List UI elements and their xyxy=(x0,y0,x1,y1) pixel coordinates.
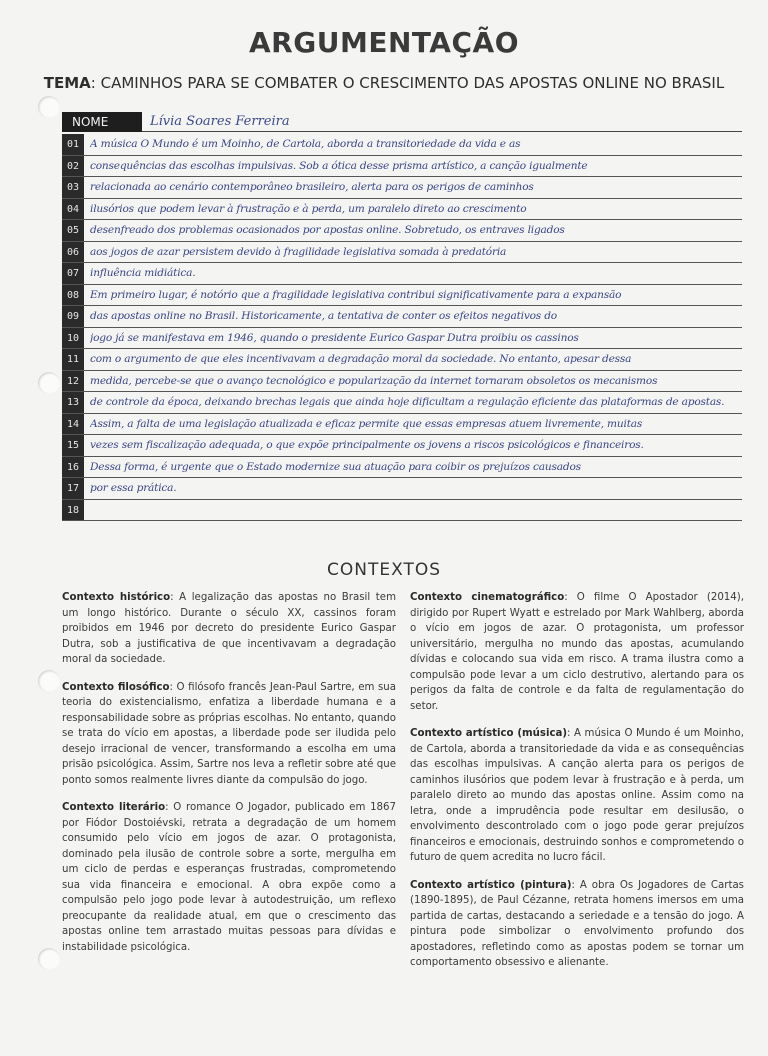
context-paragraph xyxy=(410,726,744,866)
context-label: Contexto histórico xyxy=(62,592,171,603)
essay-line xyxy=(62,242,742,264)
essay-sheet xyxy=(62,112,742,530)
line-number: 16 xyxy=(62,457,84,478)
name-row xyxy=(62,112,742,132)
context-text: : O romance O Jogador, publicado em 1867 por Fiódor Dostoiévski, retrata a degradação de um homem consumido pelo vício em jogos de azar. O protagonista, dominado pela ilusão de controle sobre a sorte, mergulha em um ciclo de perdas e esperanças frustradas, comprometendo sua vida financeira e emocional. A obra expõe como a compulsão pelo jogo pode levar à autodestruição, um reflexo preocupante da realidade atual, em que o crescimento das apostas online tem arrastado muitas pessoas para dívidas e instabilidade psicológica. xyxy=(62,802,396,953)
essay-line xyxy=(62,435,742,457)
line-text: das apostas online no Brasil. Historicamente, a tentativa de conter os efeitos negativos do xyxy=(90,310,557,322)
line-number: 03 xyxy=(62,177,84,198)
context-text: : O filme O Apostador (2014), dirigido por Rupert Wyatt e estrelado por Mark Wahlberg, aborda o vício em jogos de azar. O protagonista, um professor universitário, mergulha no mundo das apostas, acumulando dívidas e colocando sua vida em risco. A trama ilustra como a compulsão pode levar a um ciclo destrutivo, alertando para os perigos da falta de controle e da falta de regulamentação do setor. xyxy=(410,592,744,712)
context-label: Contexto artístico (pintura) xyxy=(410,879,572,891)
essay-line xyxy=(62,306,742,328)
essay-line xyxy=(62,500,742,522)
context-label: Contexto artístico (música) xyxy=(410,728,568,739)
line-text: jogo já se manifestava em 1946, quando o presidente Eurico Gaspar Dutra proibiu os cassinos xyxy=(90,331,579,344)
context-label: Contexto literário xyxy=(62,802,166,813)
essay-line xyxy=(62,285,742,307)
line-text: por essa prática. xyxy=(90,482,177,494)
essay-line xyxy=(62,478,742,500)
punch-hole-2 xyxy=(38,372,60,394)
line-number: 14 xyxy=(62,414,84,435)
context-paragraph xyxy=(62,590,396,668)
line-number: 13 xyxy=(62,392,84,413)
essay-line xyxy=(62,220,742,242)
line-text: aos jogos de azar persistem devido à fragilidade legislativa somada à predatória xyxy=(90,245,507,258)
line-text: consequências das escolhas impulsivas. Sob a ótica desse prisma artístico, a canção igualmente xyxy=(90,159,588,172)
essay-line xyxy=(62,457,742,479)
essay-line xyxy=(62,371,742,393)
line-number: 11 xyxy=(62,349,84,370)
line-text: medida, percebe-se que o avanço tecnológico e popularização da internet tornaram obsoletos os mecanismos xyxy=(90,374,658,387)
line-number: 18 xyxy=(62,500,84,521)
line-number: 01 xyxy=(62,134,84,155)
name-underline xyxy=(142,131,742,132)
line-number: 09 xyxy=(62,306,84,327)
name-value: Lívia Soares Ferreira xyxy=(150,114,290,129)
theme-label: TEMA xyxy=(43,74,91,92)
page-title: ARGUMENTAÇÃO xyxy=(249,26,519,59)
essay-lines xyxy=(62,134,742,521)
line-text: Assim, a falta de uma legislação atualizada e eficaz permite que essas empresas atuem livremente, muitas xyxy=(90,417,643,430)
context-label: Contexto cinematográfico xyxy=(410,592,565,603)
context-text: : A música O Mundo é um Moinho, de Cartola, aborda a transitoriedade da vida e as consequências das escolhas impulsivas. A canção alerta para os perigos de caminhos ilusórios que podem levar à frustração e à perda, um paralelo direto ao mundo das apostas online. Assim como na letra, onde a imprudência pode resultar em desilusão, o envolvimento descontrolado com o jogo pode gerar prejuízos financeiros e emocionais, destruindo sonhos e comprometendo o futuro de quem acredita no lucro fácil. xyxy=(410,728,744,863)
punch-hole-4 xyxy=(38,948,60,970)
essay-line xyxy=(62,134,742,156)
context-paragraph xyxy=(410,590,744,714)
line-number: 07 xyxy=(62,263,84,284)
line-text: desenfreado dos problemas ocasionados por apostas online. Sobretudo, os entraves ligados xyxy=(90,224,565,236)
context-text: : A legalização das apostas no Brasil tem um longo histórico. Durante o século XX, cassinos foram proibidos em 1946 por decreto do presidente Eurico Gaspar Dutra, sob a justificativa de que incentivavam a degradação moral da sociedade. xyxy=(62,592,396,665)
context-paragraph xyxy=(410,878,744,971)
essay-line xyxy=(62,263,742,285)
name-label: NOME xyxy=(62,112,142,132)
line-number: 04 xyxy=(62,199,84,220)
line-number: 05 xyxy=(62,220,84,241)
line-number: 17 xyxy=(62,478,84,499)
punch-hole-1 xyxy=(38,96,60,118)
context-paragraph xyxy=(62,800,396,955)
line-text: relacionada ao cenário contemporâneo brasileiro, alerta para os perigos de caminhos xyxy=(90,181,534,193)
punch-hole-3 xyxy=(38,670,60,692)
context-text: : A obra Os Jogadores de Cartas (1890-1895), de Paul Cézanne, retrata homens imersos em uma partida de cartas, destacando a seriedade e a tensão do jogo. A pintura pode simbolizar o envolvimento profundo dos apostadores, refletindo como as apostas podem se tornar um comportamento obsessivo e alienante. xyxy=(410,879,744,968)
line-text: ilusórios que podem levar à frustração e à perda, um paralelo direto ao crescimento xyxy=(90,202,527,215)
theme-heading xyxy=(0,74,768,92)
contextos-right-column xyxy=(410,590,744,983)
line-number: 02 xyxy=(62,156,84,177)
context-text: : O filósofo francês Jean-Paul Sartre, em sua teoria do existencialismo, enfatiza a liberdade humana e a responsabilidade sobre as próprias escolhas. No entanto, quando se trata do vício em apostas, a liberdade pode ser iludida pelo desejo irracional de vencer, transformando a escolha em uma prisão psicológica. Assim, Sartre nos leva a refletir sobre até que ponto somos realmente livres diante da compulsão do jogo. xyxy=(62,681,396,786)
line-text: com o argumento de que eles incentivavam a degradação moral da sociedade. No entanto, apesar dessa xyxy=(90,353,632,365)
contextos-title: CONTEXTOS xyxy=(327,560,441,580)
essay-line xyxy=(62,349,742,371)
essay-line xyxy=(62,156,742,178)
essay-line xyxy=(62,177,742,199)
theme-text: : CAMINHOS PARA SE COMBATER O CRESCIMENTO DAS APOSTAS ONLINE NO BRASIL xyxy=(90,74,725,92)
line-text: Dessa forma, é urgente que o Estado modernize sua atuação para coibir os prejuízos causados xyxy=(90,460,581,473)
line-text: de controle da época, deixando brechas legais que ainda hoje dificultam a regulação eficiente das plataformas de apostas. xyxy=(90,396,725,408)
line-text: Em primeiro lugar, é notório que a fragilidade legislativa contribui significativamente para a expansão xyxy=(90,288,622,301)
line-number: 15 xyxy=(62,435,84,456)
essay-line xyxy=(62,392,742,414)
context-paragraph xyxy=(62,680,396,789)
essay-line xyxy=(62,328,742,350)
line-text: influência midiática. xyxy=(90,267,196,279)
line-number: 10 xyxy=(62,328,84,349)
essay-line xyxy=(62,199,742,221)
line-text: vezes sem fiscalização adequada, o que expõe principalmente os jovens a riscos psicológicos e financeiros. xyxy=(90,439,644,451)
contextos-left-column xyxy=(62,590,396,967)
line-number: 08 xyxy=(62,285,84,306)
context-label: Contexto filosófico xyxy=(62,681,170,693)
line-text: A música O Mundo é um Moinho, de Cartola, aborda a transitoriedade da vida e as xyxy=(90,138,521,150)
essay-line xyxy=(62,414,742,436)
line-number: 12 xyxy=(62,371,84,392)
line-number: 06 xyxy=(62,242,84,263)
